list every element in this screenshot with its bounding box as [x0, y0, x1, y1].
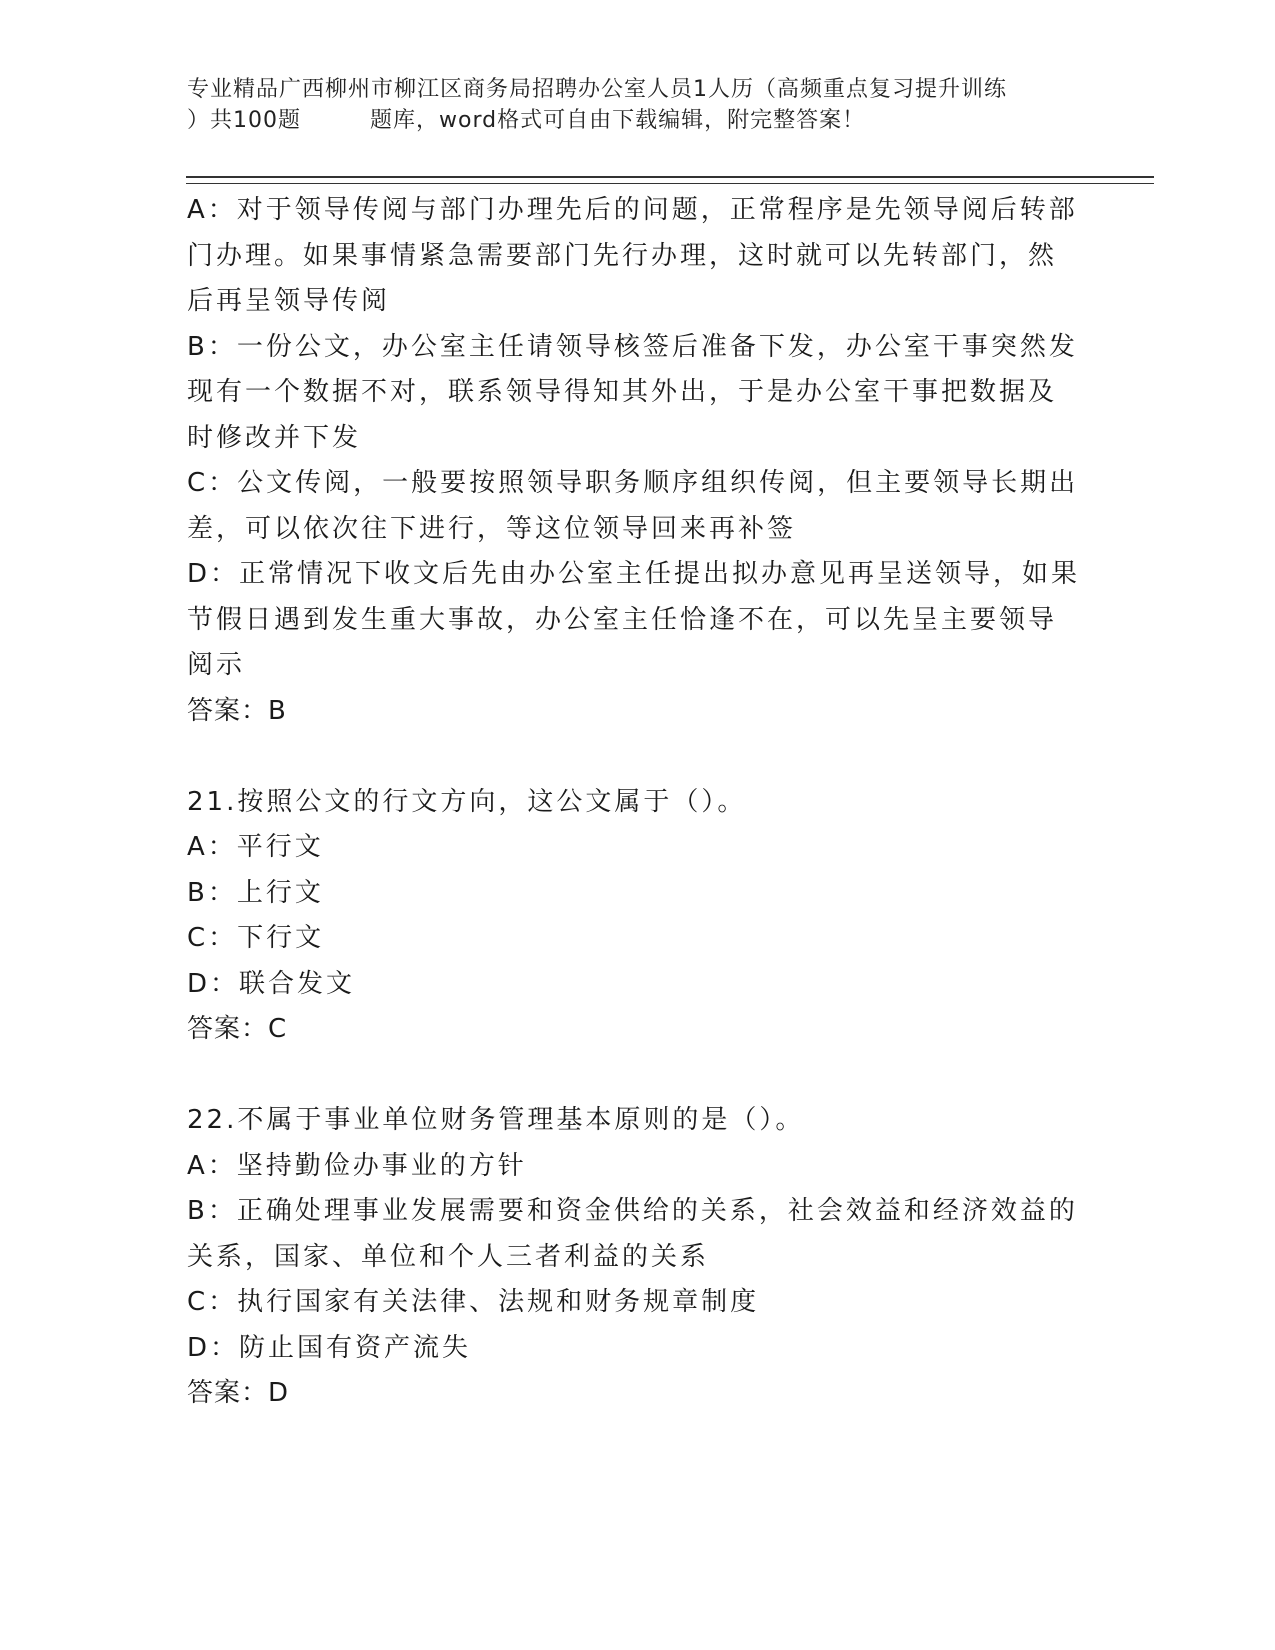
header-title-line-2: ）共100题 题库，word格式可自由下载编辑，附完整答案！ — [187, 108, 866, 133]
option-text-line: 差，可以依次往下进行，等这位领导回来再补签 — [187, 513, 797, 544]
option-a: A：平行文 — [187, 832, 324, 862]
option-text-line: B：一份公文，办公室主任请领导核签后准备下发，办公室干事突然发 — [187, 331, 1078, 362]
answer-label: 答案：D — [187, 1378, 290, 1408]
option-text-line: A：对于领导传阅与部门办理先后的问题，正常程序是先领导阅后转部 — [187, 195, 1078, 225]
option-d: D：联合发文 — [187, 968, 356, 999]
option-c: C：下行文 — [187, 923, 325, 953]
option-d: D：防止国有资产流失 — [187, 1332, 472, 1363]
option-b — [187, 1189, 1087, 1280]
option-text-line: 后再呈领导传阅 — [187, 286, 391, 316]
option-text-line: C：公文传阅，一般要按照领导职务顺序组织传阅，但主要领导长期出 — [187, 468, 1079, 498]
option-text-line: 现有一个数据不对，联系领导得知其外出，于是办公室干事把数据及 — [187, 377, 1058, 407]
option-text-line: D：正常情况下收文后先由办公室主任提出拟办意见再呈送领导，如果 — [187, 559, 1081, 589]
header-title-line-1: 专业精品广西柳州市柳江区商务局招聘办公室人员1人历（高频重点复习提升训练 — [187, 77, 1007, 102]
option-c: C：执行国家有关法律、法规和财务规章制度 — [187, 1287, 760, 1317]
option-text-line: 节假日遇到发生重大事故，办公室主任恰逢不在，可以先呈主要领导 — [187, 604, 1058, 635]
answer-label: 答案：B — [187, 695, 287, 726]
option-b: B：上行文 — [187, 877, 324, 908]
option-c — [187, 461, 1087, 552]
spacer — [187, 734, 1087, 780]
question-22 — [187, 1098, 1087, 1417]
answer-label: 答案：C — [187, 1014, 288, 1044]
question-21 — [187, 780, 1087, 1053]
option-a: A：坚持勤俭办事业的方针 — [187, 1150, 527, 1181]
option-d — [187, 552, 1087, 689]
option-text-line: 时修改并下发 — [187, 422, 362, 453]
option-text-line: 阅示 — [187, 650, 246, 680]
option-text-line: 关系，国家、单位和个人三者利益的关系 — [187, 1241, 710, 1272]
option-a — [187, 188, 1087, 325]
question-text: 21.按照公文的行文方向，这公文属于（）。 — [187, 786, 747, 817]
header-divider — [186, 176, 1154, 184]
question-content — [187, 188, 1087, 1417]
option-b — [187, 325, 1087, 462]
question-text: 22.不属于事业单位财务管理基本原则的是（）。 — [187, 1105, 805, 1135]
page-header — [187, 74, 1087, 136]
option-text-line: B：正确处理事业发展需要和资金供给的关系，社会效益和经济效益的 — [187, 1196, 1078, 1226]
question-20 — [187, 188, 1087, 734]
spacer — [187, 1053, 1087, 1099]
option-text-line: 门办理。如果事情紧急需要部门先行办理，这时就可以先转部门，然 — [187, 240, 1058, 271]
